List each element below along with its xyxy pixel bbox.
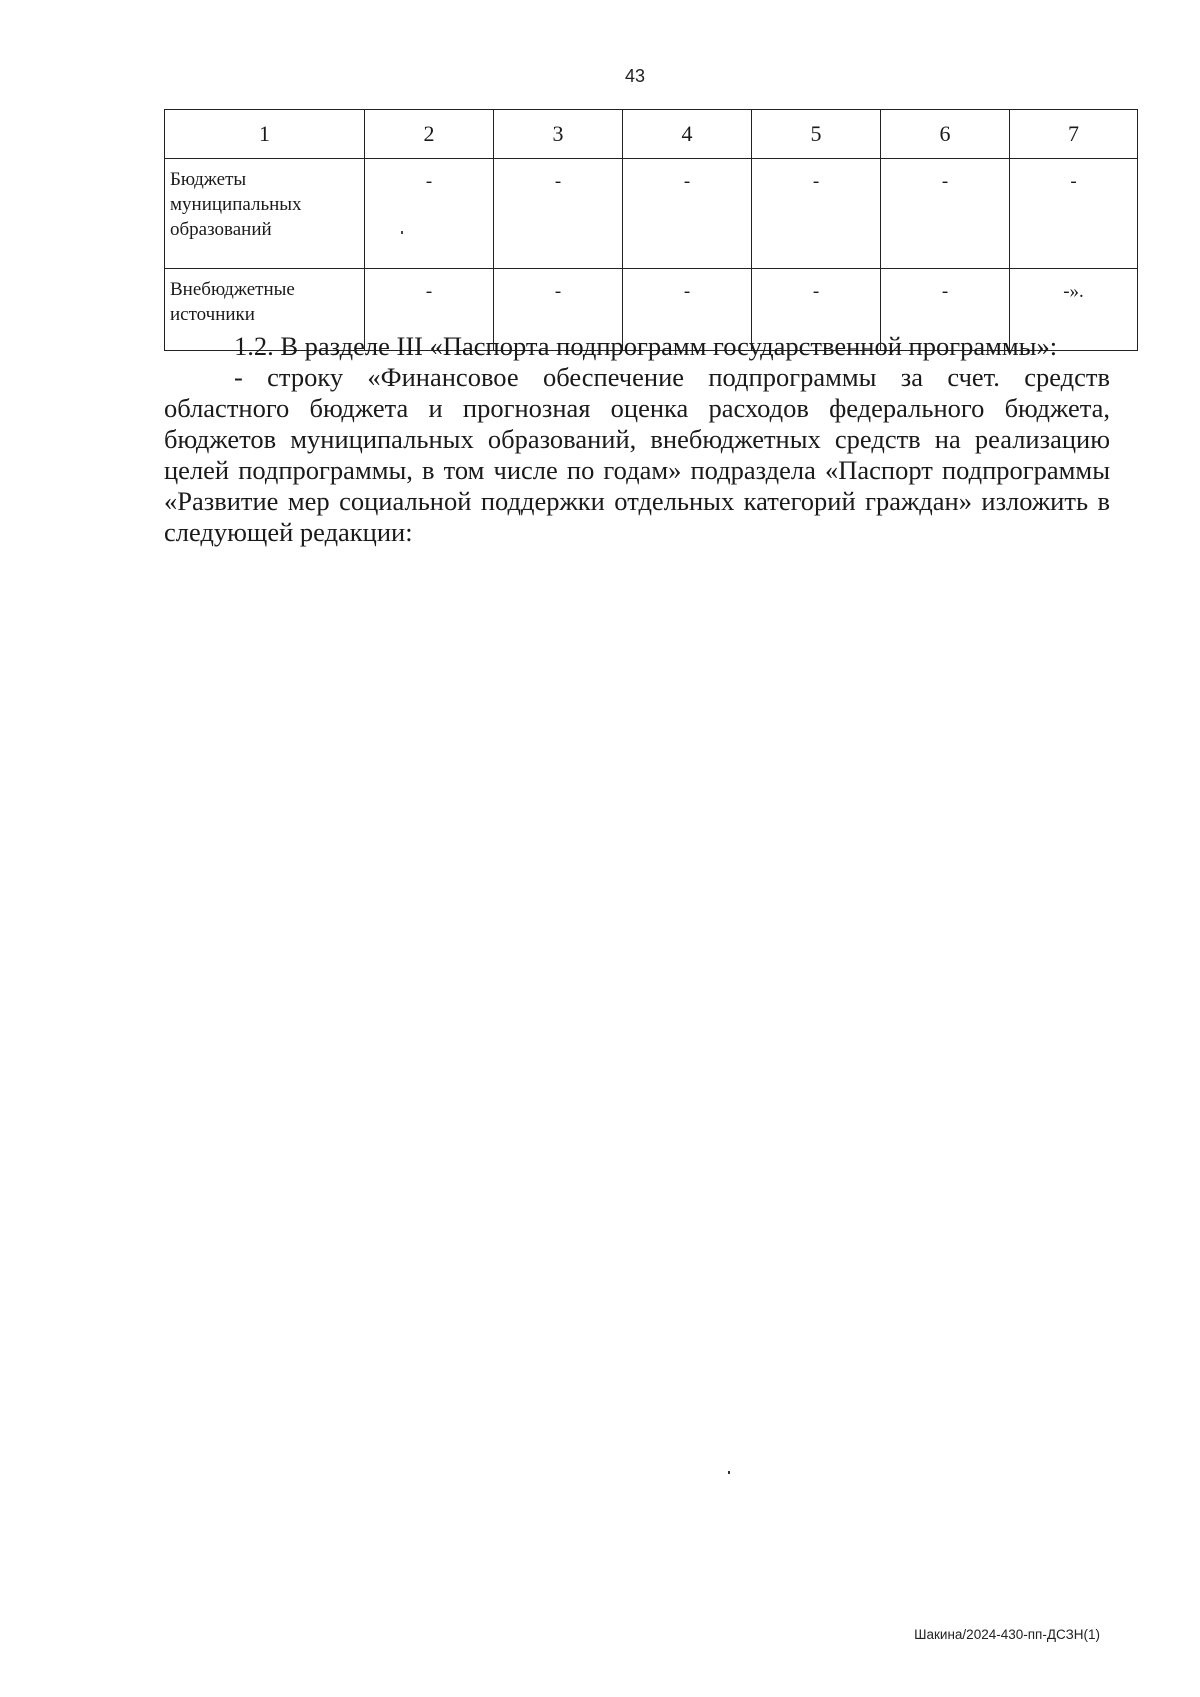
- column-header: 7: [1010, 110, 1138, 159]
- row-label: Бюджеты муниципальных образований: [165, 159, 365, 269]
- table-cell: -: [752, 269, 881, 351]
- document-code: Шакина/2024-430-пп-ДСЗН(1): [914, 1627, 1100, 1642]
- table-header-row: [165, 110, 1138, 159]
- column-header: 1: [165, 110, 365, 159]
- stray-dot: [401, 231, 403, 234]
- table-cell: -: [623, 269, 752, 351]
- row-label: Внебюджетные источники: [165, 269, 365, 351]
- cell-value: -: [425, 171, 433, 192]
- column-header: 2: [365, 110, 494, 159]
- page-number: 43: [624, 66, 646, 86]
- column-header: 3: [494, 110, 623, 159]
- body-text: [164, 331, 1110, 548]
- stray-mark: [728, 1471, 730, 1474]
- table-cell: -: [881, 269, 1010, 351]
- table-cell: -: [623, 159, 752, 269]
- paragraph-instruction: - строку «Финансовое обеспечение подпрограммы за счет. средств областного бюджета и прогнозная оценка расходов федерального бюджета, бюджетов муниципальных образований, внебюджетных средств на реализацию целей подпрограммы, в том числе по годам» подраздела «Паспорт подпрограммы «Развитие мер социальной поддержки отдельных категорий граждан» изложить в следующей редакции:: [164, 362, 1110, 547]
- table-row: [165, 159, 1138, 269]
- table-cell: -: [494, 269, 623, 351]
- paragraph-section-heading: 1.2. В разделе III «Паспорта подпрограмм государственной программы»:: [234, 331, 1058, 361]
- table-cell: [365, 159, 494, 269]
- table-cell: -: [752, 159, 881, 269]
- column-header: 5: [752, 110, 881, 159]
- table-cell: -».: [1010, 269, 1138, 351]
- budget-table: [164, 109, 1138, 351]
- column-header: 4: [623, 110, 752, 159]
- table-cell: -: [494, 159, 623, 269]
- table-cell: -: [1010, 159, 1138, 269]
- column-header: 6: [881, 110, 1010, 159]
- table-cell: -: [365, 269, 494, 351]
- table-cell: -: [881, 159, 1010, 269]
